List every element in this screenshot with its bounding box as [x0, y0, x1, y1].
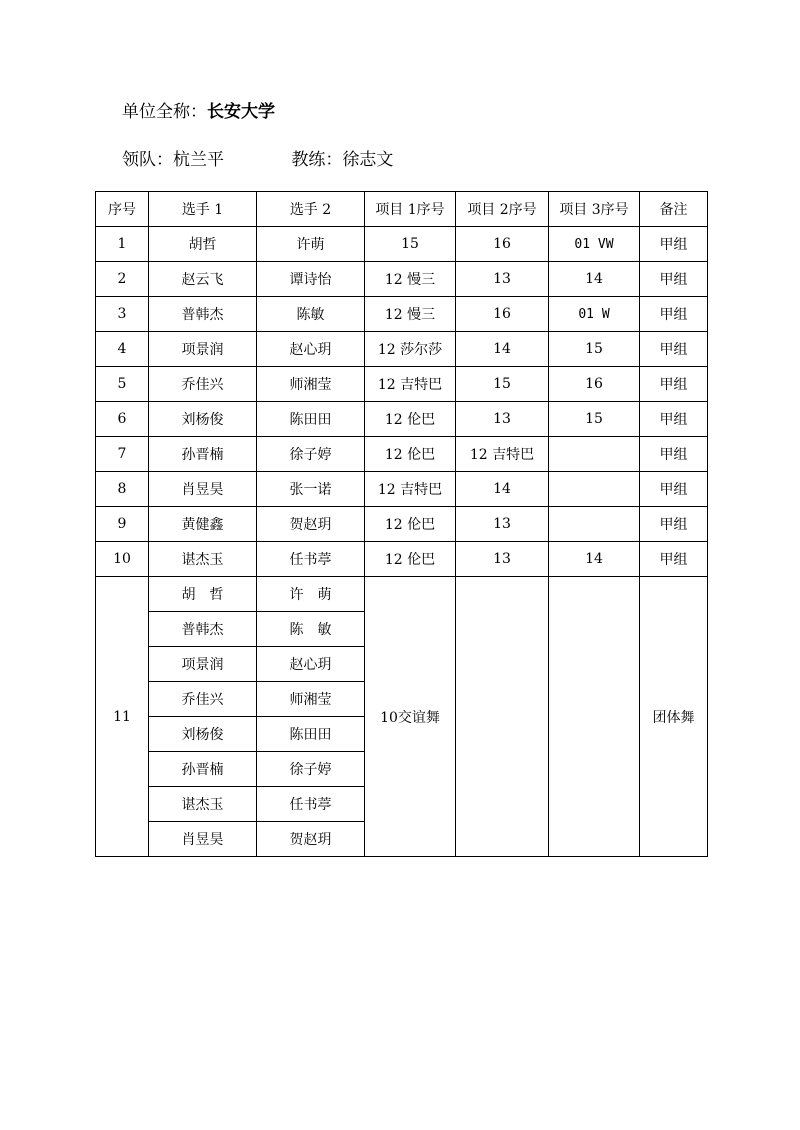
- player1-cell: 普韩杰: [149, 297, 257, 332]
- player1-cell: 乔佳兴: [149, 367, 257, 402]
- group-event2: [456, 577, 549, 857]
- event3-cell: [549, 472, 640, 507]
- player2-cell: 任书葶: [257, 542, 365, 577]
- player1-cell: 黄健鑫: [149, 507, 257, 542]
- group-row: [96, 577, 708, 612]
- player2-cell: 赵心玥: [257, 332, 365, 367]
- group-player2: 任书葶: [257, 787, 365, 822]
- group-player1: 肖昱昊: [149, 822, 257, 857]
- coach-value: 徐志文: [342, 150, 394, 170]
- player2-cell: 陈田田: [257, 402, 365, 437]
- note-cell: 甲组: [640, 297, 708, 332]
- table-header-row: [96, 192, 708, 227]
- event2-cell: 16: [456, 227, 549, 262]
- row-number: 3: [96, 297, 149, 332]
- row-number: 10: [96, 542, 149, 577]
- table-row: [96, 402, 708, 437]
- event1-cell: 12 伦巴: [365, 437, 456, 472]
- group-note: 团体舞: [640, 577, 708, 857]
- column-header: 选手 1: [149, 192, 257, 227]
- group-player2: 陈 敏: [257, 612, 365, 647]
- event2-cell: 12 吉特巴: [456, 437, 549, 472]
- table-row: [96, 542, 708, 577]
- table-row: [96, 262, 708, 297]
- row-number: 1: [96, 227, 149, 262]
- table-row: [96, 437, 708, 472]
- event3-cell: 01 VW: [549, 227, 640, 262]
- event1-cell: 12 莎尔莎: [365, 332, 456, 367]
- group-player1: 谌杰玉: [149, 787, 257, 822]
- leader-value: 杭兰平: [173, 150, 224, 170]
- group-player1: 刘杨俊: [149, 717, 257, 752]
- event1-cell: 12 慢三: [365, 297, 456, 332]
- player2-cell: 陈敏: [257, 297, 365, 332]
- player2-cell: 许萌: [257, 227, 365, 262]
- group-player1: 胡 哲: [149, 577, 257, 612]
- row-number: 2: [96, 262, 149, 297]
- player2-cell: 贺赵玥: [257, 507, 365, 542]
- player2-cell: 张一诺: [257, 472, 365, 507]
- event2-cell: 13: [456, 262, 549, 297]
- table-row: [96, 367, 708, 402]
- group-number: 11: [96, 577, 149, 857]
- event2-cell: 13: [456, 507, 549, 542]
- note-cell: 甲组: [640, 472, 708, 507]
- event2-cell: 16: [456, 297, 549, 332]
- event2-cell: 14: [456, 332, 549, 367]
- event1-cell: 15: [365, 227, 456, 262]
- event3-cell: 14: [549, 262, 640, 297]
- player1-cell: 谌杰玉: [149, 542, 257, 577]
- group-event1: 10交谊舞: [365, 577, 456, 857]
- group-player1: 孙晋楠: [149, 752, 257, 787]
- table-row: [96, 297, 708, 332]
- player2-cell: 师湘莹: [257, 367, 365, 402]
- event2-cell: 15: [456, 367, 549, 402]
- player1-cell: 项景润: [149, 332, 257, 367]
- column-header: 备注: [640, 192, 708, 227]
- player2-cell: 谭诗怡: [257, 262, 365, 297]
- player1-cell: 赵云飞: [149, 262, 257, 297]
- note-cell: 甲组: [640, 332, 708, 367]
- column-header: 序号: [96, 192, 149, 227]
- roster-body: [96, 227, 708, 857]
- event2-cell: 14: [456, 472, 549, 507]
- event3-cell: [549, 507, 640, 542]
- column-header: 项目 2序号: [456, 192, 549, 227]
- column-header: 选手 2: [257, 192, 365, 227]
- note-cell: 甲组: [640, 262, 708, 297]
- player1-cell: 刘杨俊: [149, 402, 257, 437]
- coach-label: 教练：: [291, 150, 343, 170]
- event3-cell: 16: [549, 367, 640, 402]
- note-cell: 甲组: [640, 437, 708, 472]
- event2-cell: 13: [456, 542, 549, 577]
- row-number: 9: [96, 507, 149, 542]
- player1-cell: 孙晋楠: [149, 437, 257, 472]
- group-event3: [549, 577, 640, 857]
- event2-cell: 13: [456, 402, 549, 437]
- event1-cell: 12 伦巴: [365, 542, 456, 577]
- note-cell: 甲组: [640, 227, 708, 262]
- row-number: 4: [96, 332, 149, 367]
- note-cell: 甲组: [640, 367, 708, 402]
- group-player1: 项景润: [149, 647, 257, 682]
- staff-line: [122, 145, 393, 170]
- row-number: 6: [96, 402, 149, 437]
- group-player1: 普韩杰: [149, 612, 257, 647]
- table-row: [96, 227, 708, 262]
- roster-table: [95, 191, 708, 857]
- event1-cell: 12 吉特巴: [365, 367, 456, 402]
- player2-cell: 徐子婷: [257, 437, 365, 472]
- unit-line: [122, 97, 275, 122]
- group-player2: 徐子婷: [257, 752, 365, 787]
- table-row: [96, 332, 708, 367]
- event3-cell: 14: [549, 542, 640, 577]
- event3-cell: 15: [549, 332, 640, 367]
- event1-cell: 12 伦巴: [365, 507, 456, 542]
- event1-cell: 12 吉特巴: [365, 472, 456, 507]
- note-cell: 甲组: [640, 542, 708, 577]
- note-cell: 甲组: [640, 402, 708, 437]
- row-number: 5: [96, 367, 149, 402]
- group-player2: 师湘莹: [257, 682, 365, 717]
- event3-cell: [549, 437, 640, 472]
- table-row: [96, 507, 708, 542]
- group-player2: 许 萌: [257, 577, 365, 612]
- event1-cell: 12 伦巴: [365, 402, 456, 437]
- player1-cell: 肖昱昊: [149, 472, 257, 507]
- group-player1: 乔佳兴: [149, 682, 257, 717]
- group-player2: 赵心玥: [257, 647, 365, 682]
- event3-cell: 15: [549, 402, 640, 437]
- event3-cell: 01 W: [549, 297, 640, 332]
- group-player2: 贺赵玥: [257, 822, 365, 857]
- row-number: 7: [96, 437, 149, 472]
- column-header: 项目 1序号: [365, 192, 456, 227]
- leader-label: 领队：: [122, 150, 173, 170]
- event1-cell: 12 慢三: [365, 262, 456, 297]
- column-header: 项目 3序号: [549, 192, 640, 227]
- note-cell: 甲组: [640, 507, 708, 542]
- row-number: 8: [96, 472, 149, 507]
- group-player2: 陈田田: [257, 717, 365, 752]
- player1-cell: 胡哲: [149, 227, 257, 262]
- unit-value: 长安大学: [207, 102, 275, 122]
- unit-label: 单位全称：: [122, 102, 207, 122]
- table-row: [96, 472, 708, 507]
